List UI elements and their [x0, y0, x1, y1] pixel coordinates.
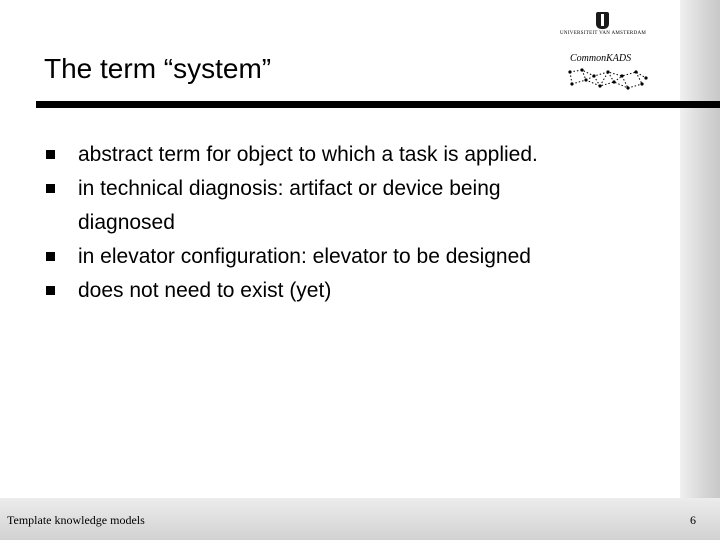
commonkads-logo	[566, 52, 650, 98]
right-gradient-panel	[680, 0, 720, 540]
bullet-item	[44, 240, 664, 274]
square-bullet-icon	[46, 150, 55, 159]
square-bullet-icon	[46, 184, 55, 193]
square-bullet-icon	[46, 286, 55, 295]
bullet-item	[44, 172, 664, 240]
title-divider	[36, 101, 720, 108]
bullet-text: in technical diagnosis: artifact or device being diagnosed	[78, 177, 501, 234]
slide-title: The term “system”	[44, 53, 272, 84]
network-graph-icon	[566, 66, 650, 96]
bullet-item	[44, 274, 664, 308]
bullet-item	[44, 138, 664, 172]
commonkads-logo-text: CommonKADS	[570, 53, 632, 64]
footer-text: Template knowledge models	[7, 513, 145, 527]
university-logo	[560, 12, 646, 42]
bullet-text: in elevator configuration: elevator to be designed	[78, 245, 531, 268]
university-logo-text: UNIVERSITEIT VAN AMSTERDAM	[560, 31, 647, 36]
square-bullet-icon	[46, 252, 55, 261]
bullet-list	[44, 138, 664, 308]
bullet-text: abstract term for object to which a task is applied.	[78, 143, 538, 166]
shield-icon	[596, 12, 609, 29]
page-number: 6	[690, 513, 696, 527]
bullet-text: does not need to exist (yet)	[78, 279, 332, 302]
